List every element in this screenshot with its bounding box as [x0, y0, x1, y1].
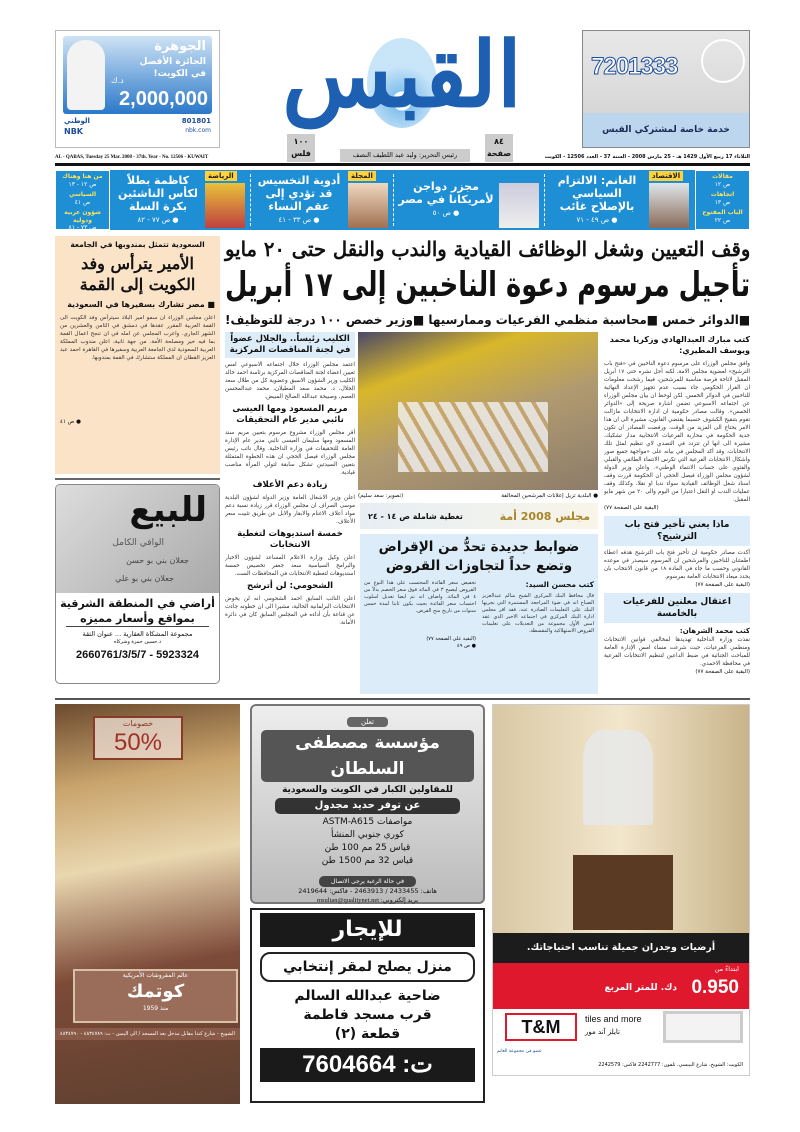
teaser-page: ● ص ٣٣ - ٤١	[278, 216, 320, 224]
brand-tagline: عالم المفروشات الأمريكية	[122, 972, 189, 979]
man-photo	[67, 40, 105, 110]
ad-origin: كوري جنوبي المنشأ	[331, 830, 404, 840]
group-label: عضو في مجموعة الغانم	[497, 1049, 542, 1054]
teaser-list-left	[55, 170, 110, 230]
ad-title: للبيع	[129, 490, 207, 530]
tiles-and-more-ad[interactable]	[492, 704, 750, 1076]
tiles-address: الكويت: الشويخ، شارع البيبسي، تلفون: 2242777 فاكس: 2242579	[598, 1062, 743, 1068]
story-headline[interactable]: ماذا يعني تأخير فتح باب الترشيح؟	[604, 516, 750, 546]
bathroom-photo	[493, 705, 749, 933]
main-photo[interactable]	[358, 332, 598, 490]
discount-badge	[93, 716, 183, 760]
pages-box	[485, 134, 513, 162]
map-label: الوافي الكامل	[112, 538, 164, 548]
briefs-column	[225, 332, 355, 695]
nbk-ad-line1: الجائزة الأفضل	[139, 57, 206, 67]
banner-title: تغطية شاملة ص ١٤ - ٢٤	[368, 511, 463, 521]
story-body: أكدت مصادر حكومية ان تأخير فتح باب الترشيح هدفه اعطاء اطمئنان للناخبين والمرشحين ان المرسوم سيصدر في موعده القانوني وحسب ما جاء في المادة ١٨ من قانون الانتخاب بان يحدد ميعاد الانتخابات العامة بمرسوم.	[604, 550, 750, 580]
price-from: ابتداءً من	[714, 965, 739, 973]
price-value: 0.950	[691, 977, 739, 998]
ad-phone: ت: 7604664	[260, 1048, 475, 1082]
list-label: شؤون عربية ودولية	[64, 209, 101, 224]
teaser-page: ● ص ٧٧ - ٨٢	[137, 216, 179, 224]
teaser-headline: أدوية التخسيس قد تؤدي إلى عقم النساء	[257, 174, 341, 213]
brand-name: كوتمك	[126, 981, 185, 1002]
ad-owner: د.حسين حمزة وشركاه	[113, 639, 162, 645]
list-label: اتجاهات	[710, 191, 735, 198]
main-subheads	[225, 309, 750, 327]
price-unit: دك. للمتر المربع	[604, 983, 677, 993]
list-page: ص ٤١	[74, 198, 91, 206]
nbk-ad-currency: د.ك	[111, 76, 124, 85]
divider	[544, 174, 545, 226]
nbk-ad-title: الجوهرة	[154, 39, 206, 54]
section-label: المجلة	[348, 171, 376, 181]
brand-since: منذ 1959	[142, 1005, 169, 1012]
subhead: وزير خصص ١٠٠ درجة للتوظيف!	[224, 312, 413, 327]
teaser-page: ● ص ٥٠	[432, 209, 460, 217]
brand-ar: تايلز آند مور	[585, 1028, 620, 1036]
list-label: مقالات	[712, 173, 733, 180]
ad-email: بريد إلكتروني: msultan@qualitynet.net	[316, 897, 419, 904]
continued-note: (البقية على الصفحة ٧٧)	[695, 669, 750, 675]
ad-announce: تعلن	[347, 717, 388, 727]
subscriber-phone: 7201333	[591, 53, 678, 80]
teaser-photo	[205, 183, 245, 228]
brief-headline[interactable]: الكليب رئيساً.. والجلال عضواً في لجنة المناقصات المركزية	[225, 332, 355, 358]
kotmek-address: الشويخ - شارع كندا مقابل مدخل بعد المسجد / الى اليمين - ت: ٤٨٣٤٧٨٩ - ٤٨٣٤٧٩٠	[55, 1028, 240, 1040]
story-headline[interactable]: اعتقال معلنين للفرعيات بالخامسة	[604, 593, 750, 623]
loans-story[interactable]	[360, 534, 598, 694]
list-page: ص ١٣	[714, 198, 731, 206]
teaser-headline: مجزر دواجن لأمريكانا في مصر	[398, 180, 494, 206]
story-page-ref: ● ص ٤١	[60, 419, 81, 425]
price-band	[493, 963, 749, 1009]
story-body: قال محافظ البنك المركزي الشيخ سالم عبدالعزيز الصباح انه في ضوء المراجعة المستمرة التي يجريها البنك على التعليمات الصادرة عنه، فقد اقر مجلس ادارة البنك المركزي في اجتماعه الاخير الذي عقد امس الأول مجموعة من التعديلات على تعليمات القروض الاستهلاكية والمقسطة.	[482, 593, 594, 634]
ad-line: قرب مسجد فاطمة	[303, 1007, 432, 1023]
list-item[interactable]	[696, 209, 749, 224]
map-label: جعلان بني بو علي	[115, 574, 174, 583]
brand-en: tiles and more	[585, 1014, 642, 1024]
ad-company: مؤسسة مصطفى السلطان	[261, 730, 474, 782]
ads-divider	[55, 698, 750, 700]
teaser-headline: الغانم: الالتزام السياسي بالإصلاح غائب	[557, 174, 637, 213]
subhead-bullet: ■	[412, 312, 425, 327]
land-sale-ad[interactable]	[55, 484, 220, 684]
brief-headline[interactable]: خمسة استديوهات لتغطية الانتخابات	[237, 529, 343, 550]
main-story-column	[604, 334, 750, 695]
story-kicker: السعودية تتمثل بمندوبها في الجامعة	[70, 240, 205, 249]
date-line-ar: الثلاثاء 17 ربيع الأول 1429 هـ - 25 مارس 2008 - السنة 37 - العدد 12506 - الكويت	[544, 154, 750, 160]
subhead: محاسبة منظمي الفرعيات وممارسيها	[428, 312, 647, 327]
ad-phone: 2660761/3/5/7 - 5923324	[76, 649, 199, 661]
mirror	[583, 730, 653, 825]
list-page: ص ١٢ - ١٣	[68, 180, 97, 188]
byline: كتب محسن السيد:	[525, 580, 594, 589]
masthead-rule	[55, 163, 750, 166]
section-label: الرياضة	[205, 171, 237, 181]
list-page: ص ٢٢	[714, 216, 731, 224]
ad-line: ضاحية عبدالله السالم	[294, 988, 441, 1004]
tm-logo: T&M	[505, 1013, 577, 1041]
ad-title: للإيجار	[260, 913, 475, 947]
clock-icon	[701, 39, 745, 83]
main-kicker: وقف التعيين وشغل الوظائف القيادية والندب والنقل حتى ٢٠ مايو	[224, 237, 750, 261]
teaser-economy[interactable]	[549, 170, 645, 230]
nbk-ad-line2: في الكويت!	[153, 69, 206, 79]
byline: كتب مبارك العبدالهادي وزكريا محمد ويوسف المطيري:	[609, 335, 750, 355]
price-unit: فلس	[291, 149, 311, 158]
sultan-steel-ad[interactable]	[250, 704, 485, 904]
list-page: ص ١٢	[714, 180, 731, 188]
price-value: ١٠٠	[293, 137, 309, 146]
main-headline[interactable]: تأجيل مرسوم دعوة الناخبين إلى ١٧ أبريل	[224, 265, 750, 305]
ad-phone: هاتف: 2433455 / 2463913 - فاكس: 2419644	[298, 887, 437, 895]
subhead-bullet: ■	[738, 312, 750, 327]
editor-in-chief: رئيس التحرير: وليد عبد اللطيف النصف	[340, 149, 470, 162]
list-page: ص ٧٣ - ٨١	[68, 224, 97, 231]
list-item[interactable]	[56, 191, 109, 206]
brief-headline[interactable]: مريم المسعود ومها العيسى نائبي مدير عام التحقيقات	[232, 404, 348, 425]
map-label: جعلان بني بو حسن	[126, 556, 189, 565]
subhead: الدوائر خمس	[662, 312, 739, 327]
brief-body: أقر مجلس الوزراء مشروع مرسوم بتعيين مريم سند المسعود ومها سليمان العيسى نائبي مدير عام الإدارة العامة للتحقيقات في وزارة الداخلية. وقال نائب رئيس مجلس الوزراء فيصل الحجي ان هذه الخطوة المتمثلة بتعيين السيدتين تشكل سابقة لتولي المرأة مناصب قيادية.	[225, 430, 355, 476]
list-label: الباب المفتوح	[702, 209, 743, 216]
nbk-logo: NBK	[64, 127, 83, 136]
teaser-americana[interactable]	[397, 170, 495, 230]
kotmek-brand-box	[73, 969, 238, 1023]
list-item[interactable]	[696, 173, 749, 188]
brief-headline[interactable]: زيادة دعم الأعلاف	[252, 480, 328, 490]
ad-company: مجموعة المشكاة العقارية ... عنوان الثقة	[82, 630, 193, 638]
price-box	[287, 134, 315, 162]
date-line-en: AL - QABAS, Tuesday 25 Mar. 2008 - 37th. Year - No. 12506 - KUWAIT	[55, 155, 209, 160]
divider	[393, 174, 394, 226]
teaser-page: ● ص ٤٩ - ٧١	[576, 216, 618, 224]
map-image	[56, 485, 219, 593]
discount-label: خصومات	[122, 719, 154, 728]
summit-story[interactable]	[55, 236, 220, 474]
ad-line: للمقاولين الكبار في الكويت والسعودية	[282, 785, 453, 795]
story-subhead: ■ مصر تشارك بسفيرها في السعودية	[67, 300, 215, 309]
teaser-list-right	[695, 170, 750, 230]
nbk-brand-ar: الوطني	[64, 117, 90, 125]
nbk-ad-amount: 2,000,000	[119, 88, 208, 110]
discount-value: 50%	[113, 729, 163, 756]
vanity	[573, 855, 673, 930]
logo-text: القبس	[282, 22, 522, 128]
brief-body: اعلن وكيل وزارة الاعلام المساعد لشؤون الاخبار والبرامج السياسية سعد جعفر تخصيص خمسة استديوهات لتغطية الانتخابات في المحافظات الست.	[225, 555, 355, 577]
teaser-photo	[348, 183, 388, 228]
ad-size: قياس 25 مم 100 طن	[324, 843, 411, 853]
banner-logo: مجلس 2008 أمة	[499, 509, 590, 523]
brief-body: اعتمد مجلس الوزراء خلال اجتماعه الاسبوعي امس تعيين اعضاء لجنة المناقصات المركزية برئاسة احمد خالد الكليب وزير الشؤون الاسبق وعضوية كل من طلال سعد الجلال، د. محمد سعد المطيلان، محمد عبدالمحسن العصم، وصبيحة عبدالله الصالح المبيض.	[225, 362, 355, 400]
pages-unit: صفحة	[486, 149, 512, 158]
subhead-bullet: ■	[646, 312, 658, 327]
list-label: السياسي	[68, 191, 97, 198]
section-label: الاقتصاد	[649, 171, 683, 181]
location-map	[663, 1011, 743, 1043]
nbk-ad-banner	[63, 36, 212, 114]
teaser-strip	[55, 170, 750, 230]
subscriber-tagline: خدمة خاصة لمشتركي القبس	[583, 113, 749, 147]
main-kicker-box	[225, 236, 750, 262]
story-body: اعلن مجلس الوزراء ان سمو امير البلاد سيترأس وفد الكويت الى القمة العربية المقرر عقدها في دمشق في الثامن والعشرين من الشهر الجاري. واعرب المجلس عن امله في ان تنجح اعمال القمة بما فيه خير ومصلحة الأمة. من جهة ثانية، اعلن مندوب المملكة العربية السعودية لدى الجامعة العربية وسفيرها في القاهرة احمد عبد العزيز القطان ان المملكة ستشارك في القمة بمندوبها.	[60, 315, 215, 361]
continued-note: (البقية على الصفحة ٧٧)	[695, 582, 750, 588]
ad-line: عن توفر حديد مجدول	[275, 798, 460, 814]
subscriber-service-box[interactable]	[582, 30, 750, 148]
ad-line: منزل يصلح لمقر إنتخابي	[260, 952, 475, 982]
ad-line: قطعة (٢)	[334, 1026, 401, 1042]
ad-contact-label: في حالة الرغبة يرجى الاتصال	[319, 876, 416, 887]
list-item[interactable]	[56, 209, 109, 232]
kotmek-furniture-ad[interactable]	[55, 704, 240, 1104]
story-body: نفذت وزارة الداخلية تهديدها لمخالفي قوانين الانتخابات ومنظمي الفرعيات، حيث شرعت مساء امس الإدارة العامة للمباحث الجنائية في ضبط الداعين لتنظيم الانتخابات الفرعية في محافظة الاحمدي.	[604, 637, 750, 667]
photo-credit: (تصوير: سعد سليم)	[358, 493, 404, 499]
teaser-headline: كاظمة بطلاً لكأس الناشئين بكرة السلة	[118, 174, 198, 213]
divider	[250, 174, 251, 226]
main-story-body: وافق مجلس الوزراء على مرسوم دعوة الناخبين في «فتح باب الترشيح» لعضوية مجلس الامة، لكنه أجل نشره حتى ١٧ أبريل المقبل لاتاحة فرصة مناسبة للمرشحين، فيما رشحت معلومات ان القرار الحكومي جاء بسبب عدم تجهيز الإعداد النهائية للناخبين في الدوائر الخمس. لكن لوحظ ان بيان مجلس الوزراء عن اجتماعه الاسبوعي تضمن اشارة صريحة إلى «الدوائر الخمس». وقالت مصادر حكومية ان ادارة الانتخابات مازالت تقوم بتنقيح الكشوف حسبما يقتضي القانون، مشيرة الى ان هذا الامر يحتاج الى المزيد من الوقت. ورفضت المصادر ان تكون جدية الحكومة في محاربة الفرعيات الانتخابية مدار تشكيك، مشيرة الى انها لن تتردد في التصدي لاي تنظيم لمثل تلك الانتخابات. وقد أكد المجلس في بيانه على «مواجهة جميع صور واشكال الانتخابات الفرعية التي تكرس الانتماء الطائفي والقبلي والفئوي على حساب الانتماء الوطني». واعلن وزير الدولة لشؤون مجلس الوزراء فيصل الحجي ان الحكومة قررت وقف اسناد شغل الوظائف القيادية سواء ندبا او نقلا، وكذلك وقف عمليات الندب او النقل اعتبارا من اليوم والى ٢٠ من شهر مايو المقبل.	[604, 361, 750, 503]
nbk-web: nbk.com	[185, 127, 211, 134]
teaser-photo	[649, 183, 689, 228]
removed-banners	[398, 402, 548, 472]
main-headline-box	[225, 263, 750, 307]
teaser-sports[interactable]	[113, 170, 203, 230]
nbk-ad[interactable]	[55, 30, 220, 148]
byline: كتب محمد الشرهان:	[679, 627, 750, 635]
photo-caption	[358, 492, 598, 500]
list-label: من هنا وهناك	[62, 173, 103, 180]
story-headline: ضوابط جديدة تحدُّ من الإقراض وتضع حداً لتجاوزات القروض	[378, 539, 580, 574]
ad-line: بمواقع وأسعار مميزه	[66, 611, 209, 627]
list-item[interactable]	[56, 173, 109, 188]
story-headline: الأمير يترأس وفد الكويت إلى القمة	[79, 254, 196, 294]
elections-2008-banner[interactable]	[360, 503, 598, 529]
ad-size: قياس 32 مم 1500 طن	[321, 856, 414, 866]
list-item[interactable]	[696, 191, 749, 206]
newspaper-logo[interactable]	[232, 18, 572, 133]
page-ref: ● ص ٤٩	[457, 643, 476, 649]
nbk-phone: 801801	[181, 117, 211, 125]
house-rent-ad[interactable]	[250, 908, 485, 1103]
teaser-photo	[499, 183, 539, 228]
brief-body: اعلن وزير الاشغال العامة وزير الدولة لشؤون البلدية موسى الصراف ان مجلس الوزراء قرر زيادة نسبة دعم مواد أعلاف الاغنام والابقار والابل عن طريق تثبيت سعر الأعلاف.	[225, 495, 355, 525]
ad-spec: مواصفات ASTM-A615	[322, 817, 413, 827]
pages-value: ٨٤	[494, 137, 504, 146]
brief-headline[interactable]: الشحومي: لن أترشح	[246, 581, 334, 591]
story-body: تخفيض سعر الفائدة المحتسب على هذا النوع من القروض ليصبح ٣ في المائة فوق سعر الخصم بدلاً من ٤ في المائة. واضاف انه تم ايضا تعديل اسلوب احتساب سعر الفائدة بحيث يكون ثابتا لمدة خمس سنوات من تاريخ منح القرض.	[364, 580, 476, 614]
caption-text: ● البلدية تزيل إعلانات المرشحين المخالفة	[501, 493, 598, 499]
ad-slogan: أرضيات وجدران جميلة تناسب احتياجاتك.	[493, 933, 749, 963]
teaser-magazine[interactable]	[253, 170, 345, 230]
continued-note: (البقية على الصفحة ٧٧)	[604, 505, 659, 511]
continued-note: (البقية على الصفحة ٧٧)	[426, 636, 476, 642]
divider	[55, 478, 220, 480]
ad-line: أراضي في المنطقة الشرقية	[60, 597, 215, 610]
brief-body: اعلن النائب السابق احمد الشحومي انه لن يخوض الانتخابات البرلمانية الحالية، مشيرا الى ان خطوته جاءت عن قناعة بأن أداءه في المجلس السابق كان في دائرة الأمانة.	[225, 596, 355, 626]
